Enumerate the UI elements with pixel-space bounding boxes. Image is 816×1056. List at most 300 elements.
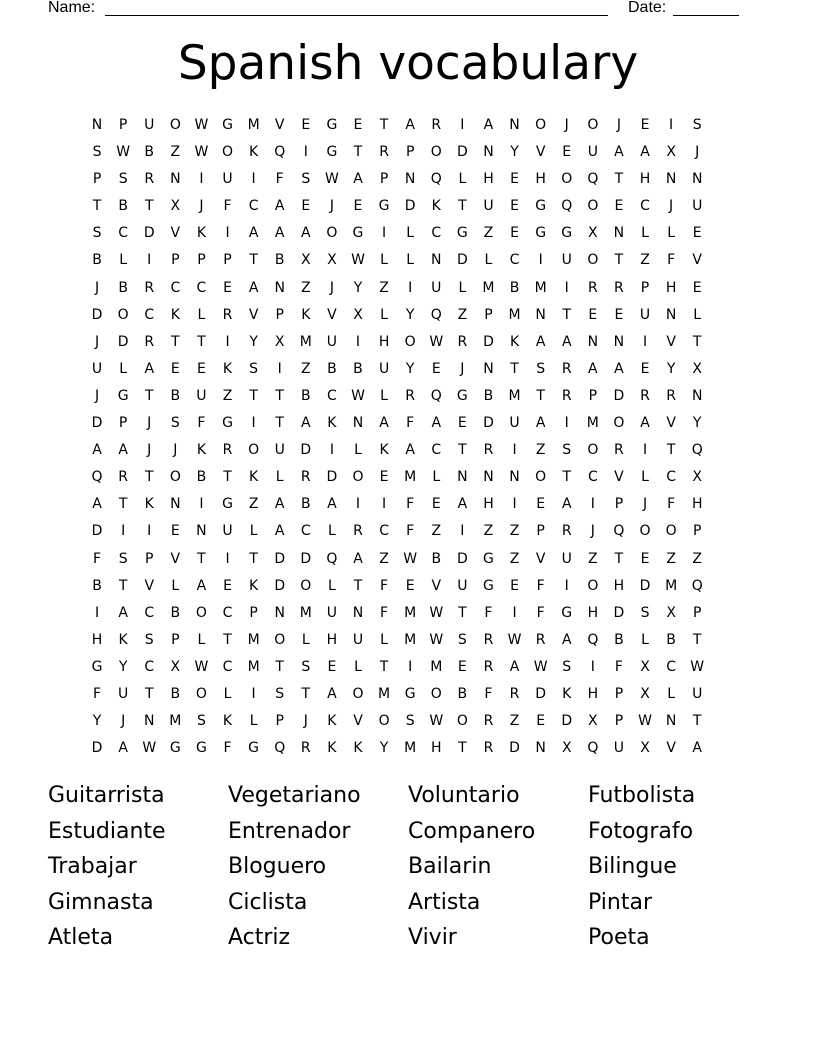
grid-letter: S [196, 713, 206, 730]
grid-letter: E [588, 306, 598, 323]
grid-letter: R [353, 523, 363, 540]
grid-letter: M [404, 631, 417, 648]
grid-letter: L [380, 306, 388, 323]
grid-letter: B [353, 360, 363, 377]
grid-letter: X [301, 252, 311, 269]
grid-letter: T [249, 252, 258, 269]
grid-letter: V [170, 225, 181, 242]
grid-letter: S [275, 685, 285, 702]
grid-letter: Z [483, 225, 494, 242]
grid-letter: E [431, 360, 441, 377]
grid-letter: B [431, 550, 442, 567]
grid-letter: E [431, 496, 441, 513]
grid-letter: V [666, 333, 676, 350]
grid-letter: L [484, 252, 493, 269]
grid-letter: E [510, 225, 519, 242]
grid-letter: E [510, 198, 519, 215]
grid-letter: T [614, 550, 624, 567]
grid-letter: K [431, 198, 441, 215]
grid-letter: B [300, 387, 311, 404]
grid-letter: B [457, 685, 468, 702]
grid-letter: A [118, 442, 128, 459]
grid-letter: L [641, 225, 649, 242]
grid-letter: Y [92, 713, 102, 730]
grid-letter: L [406, 225, 415, 242]
grid-letter: L [380, 387, 388, 404]
grid-letter: Y [249, 333, 258, 350]
grid-letter: L [249, 713, 258, 730]
grid-letter: D [613, 604, 625, 621]
grid-letter: P [145, 550, 154, 567]
grid-letter: P [118, 117, 128, 133]
word-bank [48, 778, 768, 956]
grid-letter: L [406, 252, 415, 269]
grid-letter: V [248, 306, 259, 323]
grid-letter: Y [405, 360, 415, 377]
grid-letter: T [614, 252, 624, 269]
grid-letter: U [692, 685, 703, 702]
grid-letter: U [118, 685, 129, 702]
grid-letter: K [118, 631, 128, 648]
grid-letter: L [275, 469, 284, 486]
grid-letter: I [251, 171, 256, 188]
grid-letter: C [431, 442, 442, 459]
grid-letter: C [144, 306, 155, 323]
grid-letter: V [327, 306, 337, 323]
grid-letter: J [329, 279, 334, 296]
grid-letter: G [248, 740, 260, 757]
grid-letter: T [614, 171, 624, 188]
grid-letter: P [171, 252, 180, 269]
grid-letter: B [92, 252, 102, 269]
grid-letter: T [197, 550, 206, 567]
grid-letter: O [535, 117, 547, 133]
grid-letter: T [510, 360, 519, 377]
grid-letter: G [404, 685, 416, 702]
grid-letter: D [91, 523, 103, 540]
grid-letter: S [640, 604, 650, 621]
grid-letter: O [352, 469, 364, 486]
grid-letter: P [197, 252, 206, 269]
grid-letter: O [430, 144, 442, 161]
grid-letter: H [587, 604, 599, 621]
grid-letter: F [380, 577, 389, 594]
grid-letter: D [143, 225, 155, 242]
grid-letter: N [404, 171, 416, 188]
grid-letter: Z [588, 550, 598, 567]
grid-letter: R [483, 442, 494, 459]
grid-letter: E [562, 144, 572, 161]
grid-letter: Z [301, 279, 311, 296]
word-bank-item: Vivir [408, 925, 457, 951]
grid-letter: E [405, 577, 415, 594]
grid-letter: V [535, 550, 546, 567]
grid-letter: Q [587, 171, 599, 188]
grid-letter: X [561, 740, 572, 757]
grid-letter: A [640, 144, 650, 161]
grid-letter: N [170, 496, 181, 513]
grid-letter: T [118, 577, 128, 594]
grid-letter: M [586, 415, 599, 432]
grid-letter: F [275, 171, 284, 188]
grid-letter: K [196, 442, 207, 459]
word-bank-item: Gimnasta [48, 889, 154, 915]
grid-letter: R [483, 740, 494, 757]
grid-letter: O [300, 577, 312, 594]
grid-letter: I [225, 550, 230, 567]
grid-letter: A [640, 415, 650, 432]
grid-letter: X [692, 360, 702, 377]
grid-letter: R [144, 171, 155, 188]
grid-letter: N [509, 117, 520, 133]
grid-letter: M [299, 604, 312, 621]
grid-letter: E [327, 658, 337, 675]
grid-letter: Z [535, 442, 546, 459]
grid-letter: E [457, 658, 467, 675]
grid-letter: A [248, 279, 259, 296]
grid-letter: N [665, 306, 677, 323]
grid-letter: I [590, 496, 595, 513]
grid-letter: J [303, 713, 308, 730]
grid-letter: Q [91, 469, 103, 486]
grid-letter: E [614, 306, 624, 323]
grid-letter: A [118, 740, 128, 757]
grid-letter: U [561, 550, 572, 567]
word-bank-item: Bailarin [408, 854, 492, 880]
grid-letter: R [561, 387, 572, 404]
grid-letter: R [535, 631, 546, 648]
grid-letter: N [91, 117, 103, 133]
grid-letter: E [196, 360, 206, 377]
grid-letter: U [144, 117, 155, 133]
grid-letter: T [353, 144, 363, 161]
grid-letter: N [691, 171, 703, 188]
grid-letter: W [403, 550, 418, 567]
grid-letter: V [666, 740, 676, 757]
grid-letter: H [535, 171, 546, 188]
grid-letter: I [538, 252, 543, 269]
grid-letter: X [692, 469, 702, 486]
grid-letter: B [144, 144, 155, 161]
grid-letter: T [275, 415, 284, 432]
grid-letter: Y [405, 306, 415, 323]
grid-letter: P [640, 279, 650, 296]
name-date-header [48, 0, 748, 20]
grid-letter: V [144, 577, 155, 594]
date-label: Date: [628, 0, 667, 16]
grid-letter: N [274, 279, 285, 296]
grid-letter: L [354, 442, 362, 459]
grid-letter: A [483, 117, 494, 133]
grid-letter: Q [613, 523, 625, 540]
grid-letter: G [222, 117, 233, 133]
word-bank-item: Actriz [228, 925, 291, 951]
grid-letter: C [144, 604, 155, 621]
grid-letter: F [406, 523, 415, 540]
grid-letter: P [614, 496, 624, 513]
grid-letter: Z [431, 523, 442, 540]
grid-letter: G [326, 117, 338, 133]
grid-letter: E [510, 171, 519, 188]
grid-letter: G [483, 577, 494, 594]
grid-letter: P [405, 144, 415, 161]
grid-letter: L [301, 631, 310, 648]
grid-letter: I [147, 252, 152, 269]
grid-letter: A [301, 415, 311, 432]
grid-letter: G [378, 198, 390, 215]
grid-letter: F [406, 415, 415, 432]
word-bank-item: Guitarrista [48, 783, 165, 808]
grid-letter: Y [510, 144, 519, 161]
grid-letter: I [382, 225, 387, 242]
grid-letter: M [247, 117, 260, 133]
grid-letter: G [352, 225, 364, 242]
grid-letter: N [170, 171, 181, 188]
grid-letter: H [639, 171, 651, 188]
grid-letter: U [274, 442, 285, 459]
grid-letter: D [456, 550, 468, 567]
grid-letter: T [692, 713, 702, 730]
grid-letter: X [353, 306, 363, 323]
grid-letter: I [408, 658, 413, 675]
grid-letter: I [564, 279, 569, 296]
grid-letter: A [92, 442, 102, 459]
grid-letter: X [170, 658, 181, 675]
grid-letter: C [222, 658, 233, 675]
grid-letter: I [199, 496, 204, 513]
grid-letter: F [536, 604, 545, 621]
grid-letter: T [171, 333, 180, 350]
grid-letter: J [460, 360, 465, 377]
grid-letter: T [379, 658, 389, 675]
grid-letter: A [535, 333, 546, 350]
grid-letter: O [587, 117, 599, 133]
grid-letter: A [327, 685, 337, 702]
grid-letter: P [379, 171, 389, 188]
word-bank-item: Fotografo [588, 818, 694, 844]
grid-letter: U [692, 198, 703, 215]
grid-letter: X [640, 740, 650, 757]
grid-letter: P [223, 252, 232, 269]
grid-letter: B [170, 604, 181, 621]
grid-letter: T [458, 604, 467, 621]
grid-letter: E [510, 577, 519, 594]
grid-letter: T [458, 740, 467, 757]
grid-letter: E [353, 117, 363, 133]
grid-letter: D [300, 442, 312, 459]
grid-letter: X [274, 333, 285, 350]
grid-letter: T [353, 577, 363, 594]
grid-letter: Q [430, 306, 442, 323]
grid-letter: I [199, 171, 204, 188]
grid-letter: S [170, 415, 180, 432]
grid-letter: I [512, 442, 517, 459]
page-title: Spanish vocabulary [177, 36, 639, 91]
word-bank-item: Futbolista [588, 783, 696, 808]
grid-letter: X [666, 144, 676, 161]
grid-letter: L [327, 523, 336, 540]
grid-letter: K [327, 713, 337, 730]
grid-letter: G [91, 658, 103, 675]
grid-letter: G [222, 415, 233, 432]
grid-letter: S [144, 631, 154, 648]
grid-letter: W [351, 252, 365, 269]
grid-letter: U [196, 387, 207, 404]
grid-letter: E [536, 496, 546, 513]
grid-letter: D [456, 144, 468, 161]
grid-letter: W [194, 144, 209, 161]
grid-letter: Z [509, 713, 520, 730]
grid-letter: V [353, 713, 363, 730]
grid-letter: K [301, 306, 311, 323]
grid-letter: K [509, 333, 520, 350]
grid-letter: A [118, 604, 128, 621]
grid-letter: W [690, 658, 705, 675]
grid-letter: G [169, 740, 181, 757]
grid-letter: Y [118, 658, 128, 675]
grid-letter: X [588, 713, 598, 730]
grid-letter: S [405, 713, 415, 730]
grid-letter: U [91, 360, 103, 377]
grid-letter: A [379, 415, 389, 432]
grid-letter: F [406, 496, 415, 513]
grid-letter: B [196, 469, 207, 486]
grid-letter: Z [692, 550, 702, 567]
grid-letter: F [93, 550, 102, 567]
grid-letter: J [564, 117, 569, 133]
grid-letter: E [223, 577, 232, 594]
grid-letter: K [562, 685, 572, 702]
grid-letter: W [429, 631, 444, 648]
grid-letter: O [222, 144, 234, 161]
word-bank-item: Voluntario [408, 783, 520, 808]
grid-letter: N [483, 144, 494, 161]
grid-letter: R [457, 333, 468, 350]
grid-letter: I [277, 360, 282, 377]
grid-letter: E [640, 360, 650, 377]
grid-letter: K [170, 306, 180, 323]
grid-letter: W [638, 713, 652, 730]
grid-letter: F [536, 577, 545, 594]
grid-letter: U [457, 577, 468, 594]
grid-letter: B [614, 631, 624, 648]
grid-letter: A [405, 442, 415, 459]
grid-letter: R [483, 658, 494, 675]
grid-letter: O [665, 523, 677, 540]
grid-letter: P [692, 604, 702, 621]
grid-letter: S [562, 658, 572, 675]
grid-letter: I [408, 279, 413, 296]
grid-letter: A [561, 333, 572, 350]
grid-letter: O [195, 685, 207, 702]
word-bank-item: Atleta [48, 925, 114, 951]
grid-letter: T [144, 198, 154, 215]
grid-letter: R [118, 469, 128, 486]
grid-letter: A [196, 577, 207, 594]
grid-letter: U [587, 144, 598, 161]
grid-letter: P [692, 523, 702, 540]
grid-letter: A [274, 198, 285, 215]
grid-letter: H [587, 685, 599, 702]
grid-letter: M [404, 740, 417, 757]
grid-letter: Z [170, 144, 181, 161]
grid-letter: A [614, 144, 624, 161]
grid-letter: T [92, 198, 102, 215]
grid-letter: R [144, 333, 155, 350]
grid-letter: M [404, 469, 417, 486]
grid-letter: O [639, 523, 651, 540]
grid-letter: W [507, 631, 522, 648]
grid-letter: G [456, 387, 468, 404]
grid-letter: A [248, 225, 259, 242]
grid-letter: H [691, 496, 703, 513]
grid-letter: P [614, 685, 624, 702]
grid-letter: D [509, 740, 520, 757]
grid-letter: U [326, 604, 338, 621]
grid-letter: L [667, 225, 676, 242]
grid-letter: N [483, 469, 494, 486]
grid-letter: T [562, 469, 572, 486]
grid-letter: H [483, 171, 494, 188]
grid-letter: R [300, 469, 311, 486]
grid-letter: N [587, 333, 599, 350]
grid-letter: B [483, 387, 494, 404]
grid-letter: E [170, 523, 180, 540]
grid-letter: I [564, 577, 569, 594]
grid-letter: I [669, 117, 674, 133]
grid-letter: N [352, 415, 364, 432]
grid-letter: D [300, 550, 312, 567]
grid-letter: C [666, 658, 676, 675]
grid-letter: M [247, 631, 260, 648]
grid-letter: T [379, 117, 389, 133]
grid-letter: K [379, 442, 389, 459]
grid-letter: W [429, 333, 444, 350]
grid-letter: C [248, 198, 259, 215]
grid-letter: M [430, 658, 443, 675]
grid-letter: M [299, 333, 312, 350]
grid-letter: I [590, 658, 595, 675]
grid-letter: Q [587, 631, 599, 648]
grid-letter: R [405, 387, 416, 404]
grid-letter: N [274, 604, 285, 621]
name-blank-line [105, 0, 608, 16]
grid-letter: Z [509, 550, 520, 567]
grid-letter: H [665, 279, 677, 296]
grid-letter: R [144, 279, 155, 296]
grid-letter: C [300, 523, 311, 540]
grid-letter: T [249, 387, 258, 404]
grid-letter: E [640, 117, 650, 133]
grid-letter: T [144, 469, 154, 486]
grid-letter: O [456, 713, 468, 730]
grid-letter: U [431, 279, 442, 296]
grid-letter: R [561, 523, 572, 540]
grid-letter: R [666, 387, 676, 404]
grid-letter: B [92, 577, 102, 594]
grid-letter: J [590, 523, 595, 540]
grid-letter: P [171, 631, 180, 648]
grid-letter: V [535, 144, 546, 161]
grid-letter: Z [379, 550, 389, 567]
grid-letter: I [251, 685, 256, 702]
grid-letter: T [275, 658, 284, 675]
grid-letter: C [587, 469, 598, 486]
grid-letter: O [169, 469, 181, 486]
grid-letter: V [431, 577, 442, 594]
word-bank-item: Estudiante [48, 818, 166, 844]
grid-letter: B [170, 387, 181, 404]
